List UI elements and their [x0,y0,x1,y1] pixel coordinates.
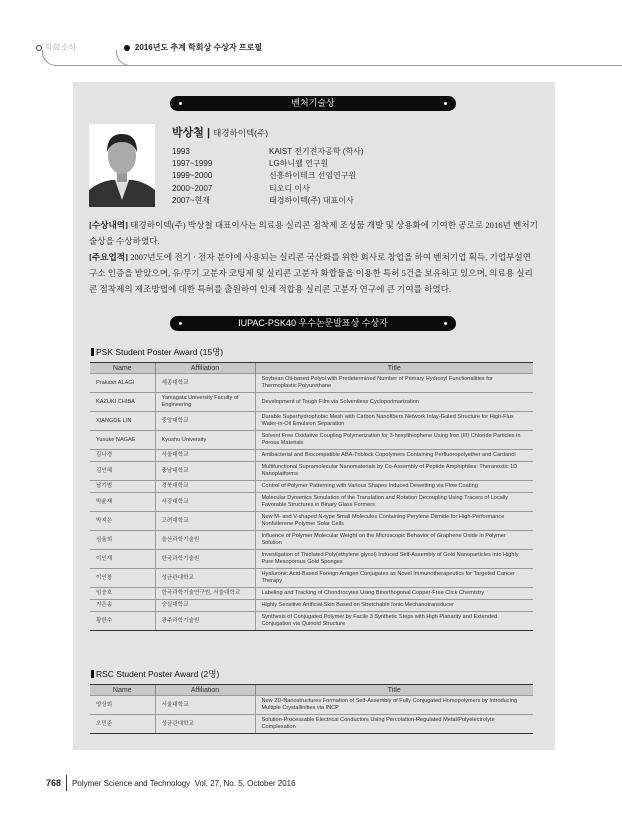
table-row [90,600,533,612]
column-header: Title [255,685,533,696]
cell-name: 남기범 [90,481,155,493]
cell-name: Yusuke NAGAE [90,431,155,450]
rsc-table [90,684,533,734]
cell-affiliation: 중앙대학교 [155,412,255,431]
cell-affiliation: 서울대학교 [155,450,255,462]
table-row [90,374,533,393]
cell-affiliation: 세종대학교 [155,374,255,393]
career-item: 1999~2000 신흥하이테크 선임연구원 [172,171,357,181]
table-row [90,393,533,412]
table-header [90,685,533,696]
cell-name: 박지은 [90,512,155,531]
cell-affiliation: 고려대학교 [155,512,255,531]
cell-title: Multifunctional Supramolecular Nanomaterials by Co-Assembly of Peptide Amphiphiles: Theranostic 1D Nanoplatforms [255,462,533,481]
cell-name: 박윤재 [90,493,155,512]
table-row [90,481,533,493]
column-header: Name [90,685,155,696]
cell-title: Labeling and Tracking of Chondrocytes Using Bioorthogonal Copper-Free Click Chemistry [255,588,533,600]
column-header: Title [255,363,533,374]
column-header: Name [90,363,155,374]
cell-title: Investigation of Thiolated Poly(ethylene glycol) Induced Self-Assembly of Gold Nanoparticles into Highly Pure Mesoporous Gold Sponges [255,550,533,569]
cell-name: XIANGDE LIN [90,412,155,431]
cell-affiliation: 충남대학교 [155,462,255,481]
table-row [90,412,533,431]
table-row [90,450,533,462]
cell-title: Influence of Polymer Molecular Weight on the Microscopic Behavior of Graphene Oxide in Polymer Solution [255,531,533,550]
cell-title: Molecular Dynamics Simulation of the Translation and Rotation Decoupling Using Tracers of Locally Favorable Structures in Binary Glass Formers [255,493,533,512]
cell-affiliation: 성균관대학교 [155,569,255,588]
cell-affiliation: 서울대학교 [155,696,255,715]
table-row [90,715,533,734]
career-item: 2007~현재 태경하이텍(주) 대표이사 [172,195,354,205]
recipient-affiliation: 태경하이텍(주) [213,128,269,138]
cell-title: Durable Superhydrophobic Mesh with Carbon Nanofibers Network Inlay-Gated Structure for High-Flux Water-in-Oil Emulsion Separation [255,412,533,431]
cell-affiliation: Kyushu University [155,431,255,450]
cell-affiliation: 경북대학교 [155,481,255,493]
cell-title: Hyaluronic Acid-Based Foreign Antigen Conjugates as Novel Immunotherapeutics for Targeted Cancer Therapy [255,569,533,588]
award-description: [수상내역] 태경하이텍(주) 박상철 대표이사는 의료용 실리콘 점착제 조성물 개발 및 상용화에 기여한 공로로 2016년 벤처기술상을 수상하였다. [주요업적] 2007년도에 전기 · 전자 분야에 사용되는 실리콘 국산화를 위한 회사로 창업을 하여 벤처기업 획득, 기업부설연구소 인증을 받았으며, 유/무기 고분자 코팅제 및 실리콘 고분자 화합물을 이용한 특허 5건을 보유하고 있으며, 의료용 실리콘 점착제의 제조방법에 대한 특허를 출원하여 인체 적합용 실리콘 고분자 연구에 큰 기여를 하였다. [89,220,538,294]
table-row [90,493,533,512]
rsc-heading: RSC Student Poster Award (2명) [91,668,219,680]
cell-affiliation: 숭실대학교 [155,600,255,612]
header-title: 2016년도 추계 학회상 수상자 프로필 [134,43,263,52]
table-row [90,588,533,600]
header-rule [60,65,622,66]
cell-title: New M- and V-shaped N-type Small Molecules Containing Perylene Diimide for High-Performance Nonfullerene Polymer Solar Cells [255,512,533,531]
career-item: 1993 KAIST 전기전자공학 (학사) [172,147,364,156]
cell-affiliation: 한국과학기술원 [155,550,255,569]
table-row [90,531,533,550]
cell-affiliation: Yamagata University Faculty of Engineering [155,393,255,412]
cell-name: 오민준 [90,715,155,734]
journal-info: Polymer Science and Technology Vol. 27, No. 5, October 2016 [72,778,296,788]
iupac-award-banner: IUPAC-PSK40 우수논문발표상 수상자 [170,316,456,331]
table-row [90,550,533,569]
career-item: 1997~1999 LG하니웰 연구원 [172,159,329,169]
cell-name: 김나경 [90,450,155,462]
cell-name: 지은송 [90,600,155,612]
recipient-name: 박상철 [172,127,204,139]
running-header [36,42,262,53]
page-footer [46,775,296,791]
column-header: Affiliation [155,685,255,696]
cell-name: 양상희 [90,696,155,715]
cell-affiliation: 성균관대학교 [155,715,255,734]
cell-title: New 2D-Nanostructures Formation of Self-Assembly of Fully Conjugated Homopolymers by Introducing Multiple Crystallinities via INCP [255,696,533,715]
cell-title: Development of Tough Film via Solventless Cycloporimarization [255,393,533,412]
cell-name: 심율희 [90,531,155,550]
table-row [90,512,533,531]
cell-title: Solution-Processable Electrical Conductors Using Percolation-Regulated Metal/Polyelectrolyte Complexation [255,715,533,734]
table-row [90,569,533,588]
cell-affiliation: 한국과학기술연구원, 서울대학교 [155,588,255,600]
section-label: 학회소식 [45,43,76,52]
recipient-photo [89,124,155,207]
psk-heading: PSK Student Poster Award (15명) [91,346,223,358]
cell-name: 김인혜 [90,462,155,481]
column-header: Affiliation [155,363,255,374]
psk-table [90,362,533,631]
cell-title: Synthesis of Conjugated Polymer by Facile 3 Synthetic Steps with High Planarity and Extended Conjugation via Quinoid Structure [255,612,533,631]
table-row [90,462,533,481]
cell-affiliation: 울산과학기술원 [155,531,255,550]
cell-title: Control of Polymer Patterning with Various Shapes Induced Dewetting via Flow Coating [255,481,533,493]
cell-title: Soybean Oil-based Polyol with Predetermined Number of Primary Hydroxyl Functionalities for Thermoplastic Polyurethane [255,374,533,393]
table-header [90,363,533,374]
cell-affiliation: 서강대학교 [155,493,255,512]
header-curve [42,50,62,66]
cell-name: 이인창 [90,569,155,588]
career-list [172,146,364,207]
career-item: 2000~2007 티오디 이사 [172,183,310,193]
table-row [90,431,533,450]
cell-name: 황한수 [90,612,155,631]
cell-title: Highly Sensitive Artificial Skin Based on Stretchable Ionic Mechanotransducer [255,600,533,612]
page-number: 768 [46,778,62,788]
venture-award-banner: 벤처기술상 [170,96,456,111]
cell-name: 임승호 [90,588,155,600]
cell-name: 이인재 [90,550,155,569]
cell-title: Antibacterial and Biocompatible ABA-Triblock Copolymers Containing Perfluoropolyether and Cardanol [255,450,533,462]
cell-affiliation: 광주과학기술원 [155,612,255,631]
recipient-profile: 박상철 | 태경하이텍(주) 1993 KAIST 전기전자공학 (학사) 1997~1999 LG하니웰 연구원 1999~2000 신흥하이테크 선임연구원 2000~2007 티오디 이사 2007~현재 태경하이텍(주) 대표이사 [172,124,364,207]
table-row [90,696,533,715]
header-curve [116,50,136,66]
cell-name: KAZUKI CHIBA [90,393,155,412]
table-row [90,612,533,631]
cell-name: Prakash ALAGI [90,374,155,393]
cell-title: Solvent Free Oxidative Coupling Polymerization for 3-hexylthiophene Using Iron (III) Chloride Particles in Porous Materials [255,431,533,450]
footer-divider [66,775,67,791]
